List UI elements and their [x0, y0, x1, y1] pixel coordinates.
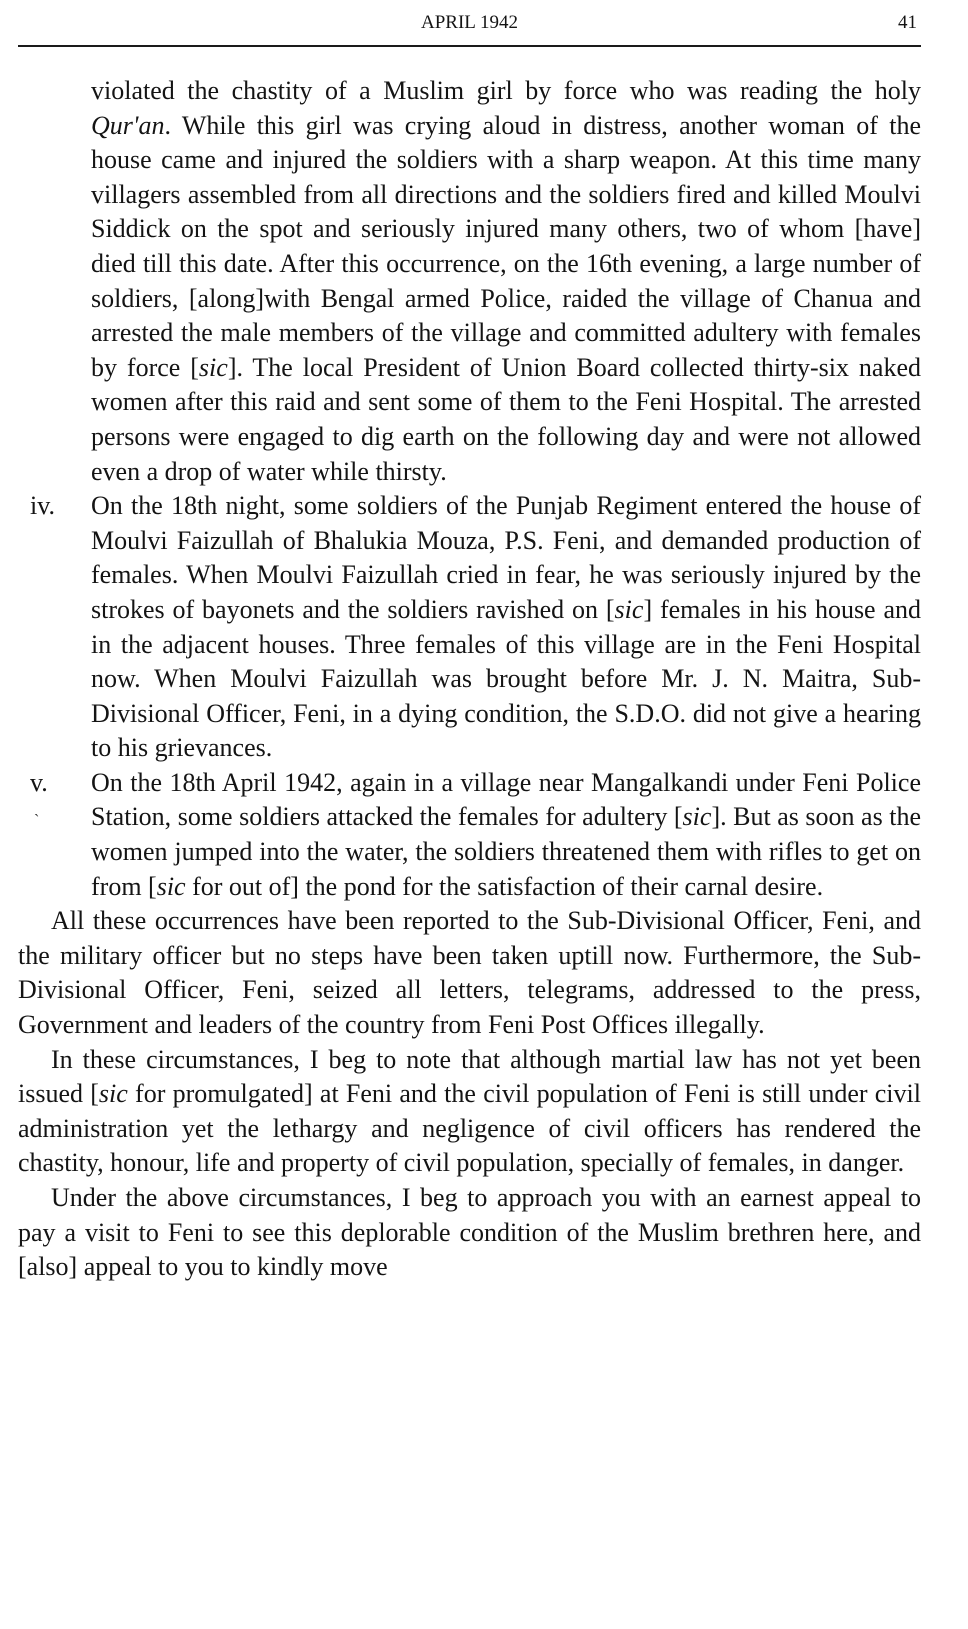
running-header — [18, 6, 921, 40]
list-numeral-v: v. — [30, 767, 48, 797]
paragraph-occurrences-reported — [18, 904, 921, 1042]
item-v-text-b: ]. But as soon as the women jumped into the water, the soldiers threatened them with rifles to get on from [ — [91, 802, 922, 901]
paragraph-2-italic-a: sic — [98, 1079, 128, 1109]
paragraph-1-text: All these occurrences have been reported to the Sub-Divisional Officer, Feni, and the military officer but no steps have been taken uptill now. Furthermore, the Sub-Divisional Officer, Feni, seized all letters, telegrams, addressed to the press, Government and leaders of the country from Feni Post Offices illegally. — [18, 906, 921, 1040]
continuation-text-b: . While this girl was crying aloud in distress, another woman of the house came and injured the soldiers with a sharp weapon. At this time many villagers assembled from all directions and the soldiers fired and killed Moulvi Siddick on the spot and seriously injured many others, two of whom [have] died till this date. After this occurrence, on the 16th evening, a large number of soldiers, [along]with Bengal armed Police, raided the village of Chanua and arrested the male members of the village and committed adultery with females by force [ — [91, 110, 921, 382]
item-iv-italic-a: sic — [614, 594, 644, 624]
list-item-v — [18, 766, 921, 904]
margin-tick-mark: ` — [34, 812, 40, 829]
item-v-italic-a: sic — [682, 802, 712, 832]
continuation-italic-a: Qur'an — [91, 110, 165, 140]
continuation-text-c: ]. The local President of Union Board collected thirty-six naked women after this raid and sent some of them to the Feni Hospital. The arrested persons were engaged to dig earth on the following day and were not allowed even a drop of water while thirsty. — [91, 352, 922, 486]
item-iv-text-a: On the 18th night, some soldiers of the Punjab Regiment entered the house of Moulvi Faizullah of Bhalukia Mouza, P.S. Feni, and demanded production of females. When Moulvi Faizullah cried in fear, he was seriously injured by the strokes of bayonets and the soldiers ravished on [ — [91, 491, 921, 624]
item-v-italic-b: sic — [156, 871, 186, 901]
continuation-text-a: violated the chastity of a Muslim girl by force who was reading the holy — [91, 76, 921, 105]
paragraph-2-text-a: In these circumstances, I beg to note that although martial law has not yet been issued [ — [18, 1044, 921, 1109]
continuation-paragraph — [18, 74, 921, 489]
list-numeral-iv: iv. — [30, 491, 56, 521]
paragraph-appeal — [18, 1181, 921, 1285]
item-v-text-c: for out of] the pond for the satisfaction of their carnal desire. — [185, 871, 824, 901]
continuation-italic-b: sic — [198, 352, 228, 382]
item-iv-text-b: ] females in his house and in the adjacent houses. Three females of this village are in the Feni Hospital now. When Moulvi Faizullah was brought before Mr. J. N. Maitra, Sub-Divisional Officer, Feni, in a dying condition, the S.D.O. did not give a hearing to his grievances. — [91, 594, 921, 763]
paragraph-3-text: Under the above circumstances, I beg to approach you with an earnest appeal to pay a visit to Feni to see this deplorable condition of the Muslim brethren here, and [also] appeal to you to kindly move — [18, 1183, 921, 1282]
running-head-title: APRIL 1942 — [421, 12, 518, 33]
page-body — [18, 74, 921, 1285]
list-item-iv — [18, 489, 921, 766]
item-v-text-a: On the 18th April 1942, again in a village near Mangalkandi under Feni Police Station, some soldiers attacked the females for adultery [ — [91, 767, 921, 832]
header-rule — [18, 45, 921, 47]
paragraph-2-text-b: for promulgated] at Feni and the civil population of Feni is still under civil administration yet the lethargy and negligence of civil officers has rendered the chastity, honour, life and property of civil population, specially of females, in danger. — [18, 1079, 921, 1178]
page-number: 41 — [898, 12, 917, 33]
paragraph-circumstances — [18, 1043, 921, 1181]
